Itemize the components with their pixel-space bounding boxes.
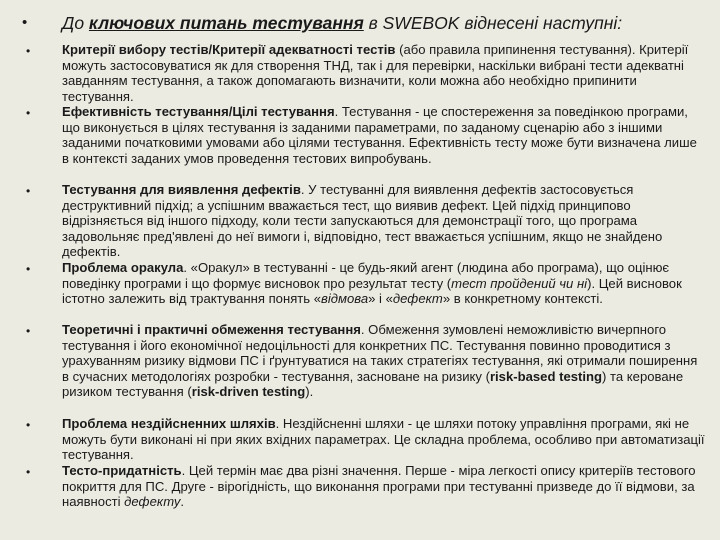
bullet-icon: • bbox=[26, 465, 31, 479]
heading-prefix: До bbox=[62, 13, 89, 33]
item-text: . Цей термін має два різні значення. Перше - міра легкості опису критеріїв тестового покриття для ПС. Друге - вірогідність, що виконання програми при тестуванні призведе до її відмови, за наявності bbox=[62, 463, 696, 510]
item-text: » в конкретному контексті. bbox=[442, 291, 603, 307]
item-text: » і « bbox=[368, 291, 393, 307]
item-text: (або правила припинення тестування). Критерії можуть застосовуватися як для створення ТНД, так і для перевірки, наскільки вибрані тести адекватні завданням тестування, а також допомагають визначити, коли можна або необхідно припинити тестування. bbox=[62, 42, 689, 104]
item-term: Проблема оракула bbox=[62, 260, 184, 275]
bullet-icon: • bbox=[26, 262, 31, 276]
item-text: . Обмеження зумовлені неможливістю вичерпного тестування і його економічної недоцільності для конкретних ПС. Тестування повинно проводитися з урахуванням ризику відмови ПС і ґрунтуватися на таких стратегіях тестування, які отримали поширення в сучасних методологіях розробки - тестування, засноване на ризику ( bbox=[62, 322, 698, 384]
bullet-icon: • bbox=[26, 184, 31, 198]
bullet-icon: • bbox=[26, 106, 31, 120]
bullet-icon: • bbox=[26, 324, 31, 338]
bullet-icon: • bbox=[22, 14, 28, 31]
item-term: Тестування для виявлення дефектів bbox=[62, 182, 301, 197]
heading-keyword: ключових питань тестування bbox=[88, 13, 364, 33]
item-text: ). Цей висновок істотно залежить від трактування понять « bbox=[62, 275, 682, 307]
item-italic: тест пройдений чи ні bbox=[451, 275, 588, 291]
item-bold: risk-based testing bbox=[489, 368, 603, 384]
list-item-infeasible-paths bbox=[22, 416, 706, 463]
item-text: . Нездійсненні шляхи - це шляхи потоку управління програми, які не можуть бути виконані ні при яких вхідних параметрах. Це складна проблема, особливо при автоматизації тестування. bbox=[62, 416, 705, 463]
list-item-test-effectiveness bbox=[22, 104, 706, 182]
item-text: . bbox=[180, 494, 185, 510]
item-text: . У тестуванні для виявлення дефектів застосовується деструктивний підхід; а успішним вважається тест, що виявив дефект. Цей підхід принципово відрізняється від іншого підходу, коли тести запускаються для демонстрації того, що програма задовольняє пред'явлені до неї вимоги і, відповідно, тест вважається успішним, якщо не знайдено дефектів. bbox=[62, 182, 663, 260]
item-term: Теоретичні і практичні обмеження тестування bbox=[62, 322, 361, 337]
item-text: ) та кероване ризиком тестування ( bbox=[62, 368, 684, 400]
heading-suffix: в SWEBOK віднесені наступні: bbox=[363, 13, 623, 33]
bullet-icon: • bbox=[26, 44, 31, 58]
item-text: ). bbox=[305, 384, 314, 400]
item-italic: дефект bbox=[392, 291, 443, 307]
item-text: . «Оракул» в тестуванні - це будь-який агент (людина або програма), що оцінює поведінку програми і що формує висновок про результат тесту ( bbox=[62, 260, 670, 291]
heading-text bbox=[62, 12, 622, 34]
item-term: Проблема нездійсненних шляхів bbox=[62, 416, 276, 431]
list-item-testing-limitations bbox=[22, 322, 706, 416]
item-text: . Тестування - це спостереження за поведінкою програми, що виконується в цілях тестування із заданими параметрами, по заданому сценарію або з іншими заданими початковими умовами або цілями тестування. Ефективність тесту може бути визначена лише в контексті заданих умов проведення тестових випробувань. bbox=[62, 104, 697, 166]
item-italic: відмова bbox=[321, 291, 369, 307]
bullet-icon: • bbox=[26, 418, 31, 432]
item-term: Критерії вибору тестів/Критерії адекватності тестів bbox=[62, 42, 396, 57]
item-italic: дефекту bbox=[124, 494, 181, 510]
list-item-testability bbox=[22, 463, 706, 510]
item-bold: risk-driven testing bbox=[191, 384, 306, 400]
bullet-list bbox=[22, 42, 706, 510]
list-item-test-criteria bbox=[22, 42, 706, 104]
item-term: Тесто-придатність bbox=[62, 463, 182, 478]
item-term: Ефективність тестування/Цілі тестування bbox=[62, 104, 335, 119]
list-item-oracle-problem bbox=[22, 260, 706, 322]
list-item-defect-testing bbox=[22, 182, 706, 260]
